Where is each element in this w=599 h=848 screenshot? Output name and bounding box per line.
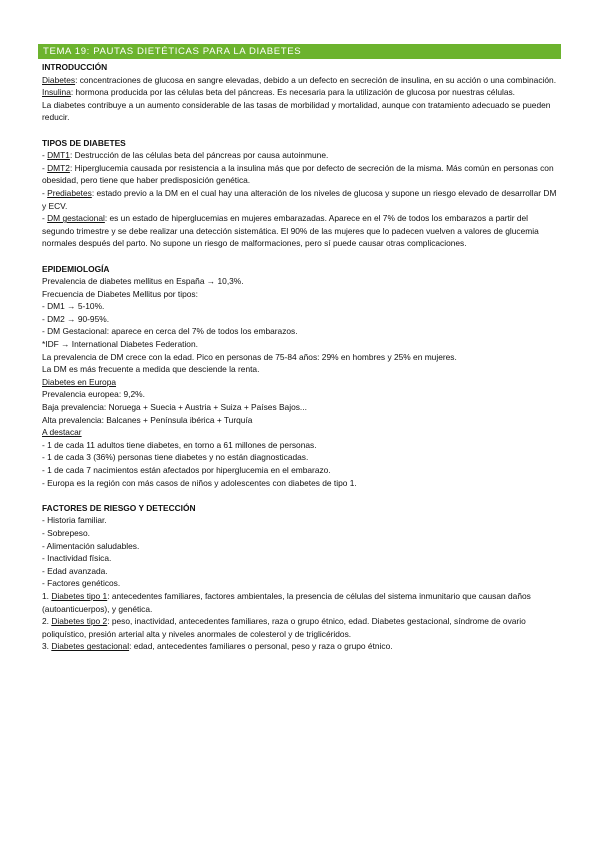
- paragraph-diabetes: [42, 74, 557, 87]
- section-heading-epidemiologia: EPIDEMIOLOGÍA: [42, 263, 110, 274]
- term-dmt1: DMT1: [47, 150, 70, 161]
- term-diabetes-tipo-1: Diabetes tipo 1: [51, 590, 108, 601]
- text-line: - 1 de cada 7 nacimientos están afectados por hiperglucemia en el embarazo.: [42, 465, 331, 475]
- text-line: Prevalencia europea: 9,2%.: [42, 389, 145, 400]
- list-item: - Inactividad física.: [42, 553, 112, 564]
- paragraph-contribucion: La diabetes contribuye a un aumento considerable de las tasas de morbilidad y mortalidad, aunque con tratamiento adecuado se pueden reducir.: [42, 99, 551, 123]
- list-item: - Sobrepeso.: [42, 527, 90, 538]
- numbered-item: 3. Diabetes gestacional: edad, antecedentes familiares o personal, peso y raza o grupo étnico.: [42, 641, 393, 652]
- text-line: Baja prevalencia: Noruega + Suecia + Austria + Suiza + Países Bajos...: [42, 402, 307, 413]
- text-line: - Europa es la región con más casos de niños y adolescentes con diabetes de tipo 1.: [42, 477, 357, 488]
- term-insulina: Insulina: [42, 87, 71, 98]
- text-line: *IDF → International Diabetes Federation.: [42, 339, 198, 350]
- title-banner: TEMA 19: PAUTAS DIETÉTICAS PARA LA DIABETES: [38, 44, 561, 59]
- definition-diabetes: : concentraciones de glucosa en sangre elevadas, debido a un defecto en secreción de insulina, en su acción o una combinación.: [75, 74, 557, 85]
- section-heading-introduccion: INTRODUCCIÓN: [42, 62, 108, 72]
- text-line: La prevalencia de DM crece con la edad. Pico en personas de 75-84 años: 29% en hombres y 25% en mujeres.: [42, 351, 457, 362]
- list-item: - Historia familiar.: [42, 515, 107, 526]
- list-item: - Edad avanzada.: [42, 565, 108, 576]
- list-item: - DMT2: Hiperglucemia causada por resistencia a la insulina más que por defecto de secreción de la misma. Más común en personas con obesidad, pero tiene que haber predisposición genética.: [42, 162, 554, 186]
- numbered-item: 1. Diabetes tipo 1: antecedentes familiares, factores ambientales, la presencia de células del sistema inmunitario que causan daños (autoanticuerpos), y genética.: [42, 590, 531, 614]
- term-diabetes-gestacional: Diabetes gestacional: [51, 641, 130, 652]
- text-line: Prevalencia de diabetes mellitus en España → 10,3%.: [42, 276, 244, 287]
- term-dmt2: DMT2: [47, 162, 70, 173]
- term-diabetes: Diabetes: [42, 74, 76, 85]
- text-line: La DM es más frecuente a medida que desciende la renta.: [42, 364, 260, 375]
- numbered-item: 2. Diabetes tipo 2: peso, inactividad, antecedentes familiares, raza o grupo étnico, edad. Diabetes gestacional, síndrome de ovario poliquístico, presión arterial alta y niveles anormales de colesterol y de triglicéridos.: [42, 616, 526, 639]
- term-dm-gestacional: DM gestacional: [47, 213, 105, 224]
- list-item: - Prediabetes: estado previo a la DM en el cual hay una alteración de los niveles de glucosa y supone un riesgo elevado de desarrollar DM y ECV.: [42, 187, 557, 211]
- definition-insulina: : hormona producida por las células beta del páncreas. Es necesaria para la utilización de glucosa por nuestras células.: [70, 87, 516, 98]
- text-line: - 1 de cada 11 adultos tiene diabetes, en torno a 61 millones de personas.: [42, 439, 317, 450]
- text-line: - DM2 → 90-95%.: [42, 313, 110, 324]
- section-heading-tipos: TIPOS DE DIABETES: [42, 137, 126, 148]
- list-item: - Factores genéticos.: [42, 578, 121, 589]
- term-diabetes-tipo-2: Diabetes tipo 2: [51, 616, 108, 627]
- text-line: - DM Gestacional: aparece en cerca del 7% de todos los embarazos.: [42, 326, 298, 337]
- subheading-destacar: A destacar: [42, 427, 82, 438]
- list-item: - DMT1: Destrucción de las células beta del páncreas por causa autoinmune.: [42, 150, 329, 161]
- section-heading-factores: FACTORES DE RIESGO Y DETECCIÓN: [42, 502, 196, 513]
- text-line: Alta prevalencia: Balcanes + Península ibérica + Turquía: [42, 414, 253, 425]
- term-prediabetes: Prediabetes: [47, 187, 92, 198]
- text-line: - 1 de cada 3 (36%) personas tiene diabetes y no están diagnosticadas.: [42, 452, 309, 463]
- text-line: Frecuencia de Diabetes Mellitus por tipos:: [42, 288, 198, 299]
- list-item: - DM gestacional: es un estado de hiperglucemias en mujeres embarazadas. Aparece en el 7% de todos los embarazos a partir del segundo trimestre y se debe realizar una detección sistemática. El 90% de las mujeres que lo padecen vuelven a valores de glucemia normales después del parto. No supone un riesgo de malformaciones, pero sí puede causar otras complicaciones.: [42, 213, 539, 249]
- text-line: - DM1 → 5-10%.: [42, 301, 105, 312]
- list-item: - Alimentación saludables.: [42, 540, 140, 551]
- subheading-europa: Diabetes en Europa: [42, 376, 117, 387]
- paragraph-insulina: [42, 86, 557, 99]
- document-body: [42, 61, 557, 653]
